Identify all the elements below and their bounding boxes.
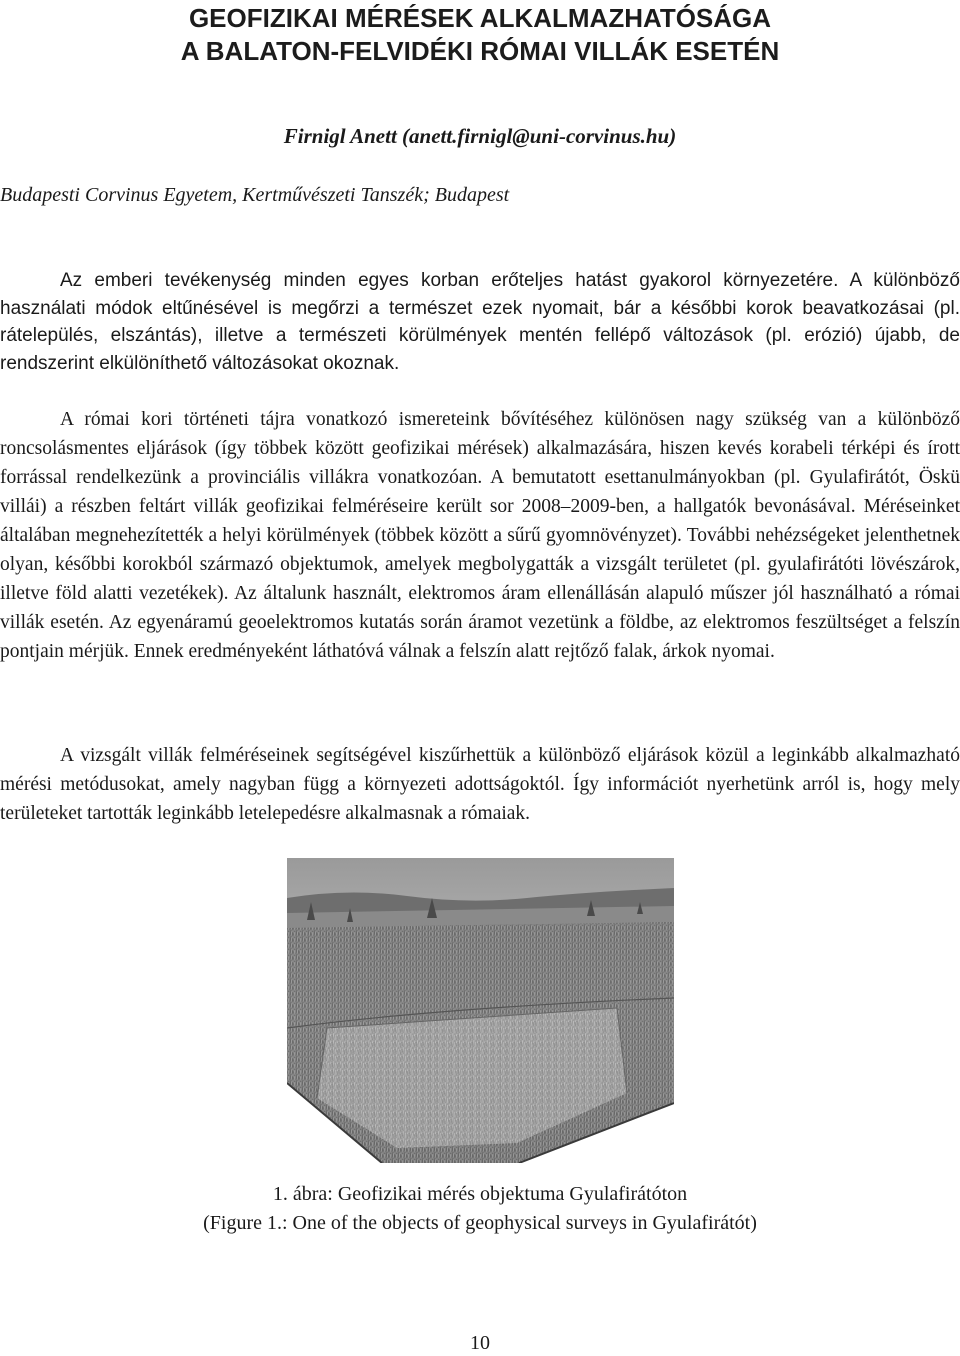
- title-line-2: A BALATON-FELVIDÉKI RÓMAI VILLÁK ESETÉN: [180, 36, 780, 66]
- figure-caption: [0, 1180, 960, 1238]
- affiliation-line: Budapesti Corvinus Egyetem, Kertművészeti Tanszék; Budapest: [0, 184, 510, 206]
- page-number: 10: [470, 1332, 490, 1354]
- author-line: Firnigl Anett (anett.firnigl@uni-corvinus.hu): [283, 124, 677, 148]
- figure-caption-en: (Figure 1.: One of the objects of geophysical surveys in Gyulafirátót): [203, 1212, 757, 1234]
- body-paragraph-1: A római kori történeti tájra vonatkozó ismereteink bővítéséhez különösen nagy szükség van a különböző roncsolásmentes eljárások (így többek között geofizikai mérések) alkalmazására, hiszen kevés korabeli térképi és írott forrással rendelkezünk a provinciális villákra vonatkozóan. A bemutatott esettanulmányokban (pl. Gyulafirátót, Öskü villái) a részben feltárt villák geofizikai felméréseire került sor 2008–2009-ben, a hallgatók bevonásával. Méréseinket általában megnehezítették a helyi körülmények (többek között a sűrű gyomnövényzet). További nehézségeket jelenthetnek olyan, későbbi korokból származó objektumok, amelyek megbolygatták a vizsgált területet (pl. gyulafirátóti lövészárok, illetve föld alatti vezetékek). Az általunk használt, elektromos áram ellenállásán alapuló műszer jól használható a római villák esetén. Az egyenáramú geoelektromos kutatás során áramot vezetünk a földbe, az elektromos feszültséget a felszín pontjain mérjük. Ennek eredményeként láthatóvá válnak a felszín alatt rejtőző falak, árkok nyomai.: [0, 409, 960, 662]
- abstract-paragraph: Az emberi tevékenység minden egyes korban erőteljes hatást gyakorol környezetére. A különböző használati módok eltűnésével is megőrzi a természet ezek nyomait, bár a későbbi korok beavatkozásai (pl. rátelepülés, elszántás), illetve a természeti körülmények mentén fellépő változások (pl. erózió) újabb, de rendszerint elkülöníthető változásokat okoznak.: [0, 270, 960, 374]
- figure-caption-hu: 1. ábra: Geofizikai mérés objektuma Gyulafirátóton: [272, 1183, 688, 1205]
- body-paragraph-2: A vizsgált villák felméréseinek segítségével kiszűrhettük a különböző eljárások közül a leginkább alkalmazható mérési metódusokat, amely nagyban függ a környezeti adottságoktól. Így információt nyerhetünk arról is, hogy mely területeket tartották leginkább letelepedésre alkalmasnak a rómaiak.: [0, 745, 960, 824]
- title-line-1: GEOFIZIKAI MÉRÉSEK ALKALMAZHATÓSÁGA: [188, 3, 772, 33]
- figure-photo-grassland: [287, 858, 674, 1163]
- paper-title: [0, 2, 960, 68]
